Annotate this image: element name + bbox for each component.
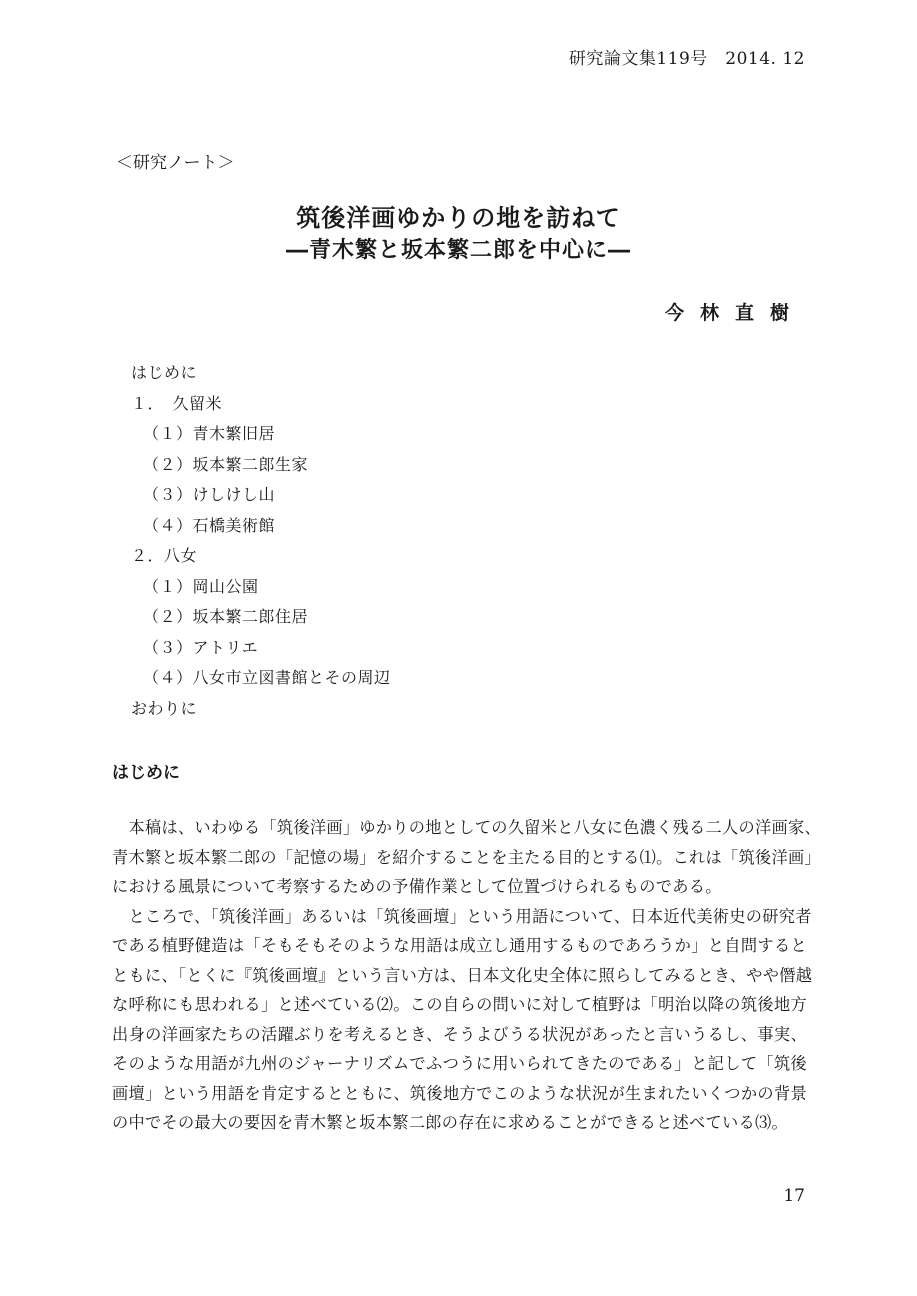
toc-item: はじめに xyxy=(131,363,198,382)
article-subtitle: ―青木繁と坂本繁二郎を中心に― xyxy=(285,238,631,263)
toc-item: （１）青木繁旧居 xyxy=(143,424,276,443)
author-name: 今林直樹 xyxy=(664,302,805,324)
body-line: である植野健造は「そもそもそのような用語は成立し通用するものであろうか」と自問すると xyxy=(112,936,807,955)
toc-item: （４）八女市立図書館とその周辺 xyxy=(143,668,391,687)
toc-item: （３）けしけし山 xyxy=(143,485,276,504)
toc-item: （３）アトリエ xyxy=(143,638,259,657)
body-line: ともに、「とくに『筑後画壇』という言い方は、日本文化史全体に照らしてみるとき、やや僭越 xyxy=(112,965,813,985)
body-line: の中でその最大の要因を青木繁と坂本繁二郎の存在に求めることができると述べている⑶。 xyxy=(112,1113,788,1132)
body-line: 出身の洋画家たちの活躍ぶりを考えるとき、そうよびうる状況があったと言いうるし、事実、 xyxy=(112,1024,807,1044)
toc-item: おわりに xyxy=(131,699,198,718)
toc-item: （２）坂本繁二郎住居 xyxy=(143,607,309,626)
toc-item: １． 久留米 xyxy=(131,394,223,413)
page-number: 17 xyxy=(783,1186,805,1206)
body-line: 本稿は、いわゆる「筑後洋画」ゆかりの地としての久留米と八女に色濃く残る二人の洋画家、 xyxy=(112,818,821,837)
body-line: 青木繁と坂本繁二郎の「記憶の場」を紹介することを主たる目的とする⑴。これは「筑後洋画」 xyxy=(112,847,821,867)
body-line: な呼称にも思われる」と述べている⑵。この自らの問いに対して植野は「明治以降の筑後地方 xyxy=(112,995,807,1014)
body-line: における風景について考察するための予備作業として位置づけられるものである。 xyxy=(112,877,722,896)
body-line: ところで、「筑後洋画」あるいは「筑後画壇」という用語について、日本近代美術史の研究者 xyxy=(112,906,812,926)
section-heading: はじめに xyxy=(112,763,180,783)
toc-item: （１）岡山公園 xyxy=(143,577,259,596)
toc-item: ２．八女 xyxy=(131,546,198,565)
body-line: そのような用語が九州のジャーナリズムでふつうに用いられてきたのである」と記して「筑後 xyxy=(112,1054,807,1073)
toc-item: （２）坂本繁二郎生家 xyxy=(143,455,309,474)
body-line: 画壇」という用語を肯定するとともに、筑後地方でこのような状況が生まれたいくつかの背景 xyxy=(112,1083,807,1103)
article-type-label: ＜研究ノート＞ xyxy=(116,153,235,173)
journal-header: 研究論文集119号 2014. 12 xyxy=(568,49,805,69)
article-title: 筑後洋画ゆかりの地を訪ねて xyxy=(296,204,621,232)
toc-item: （４）石橋美術館 xyxy=(143,516,276,535)
